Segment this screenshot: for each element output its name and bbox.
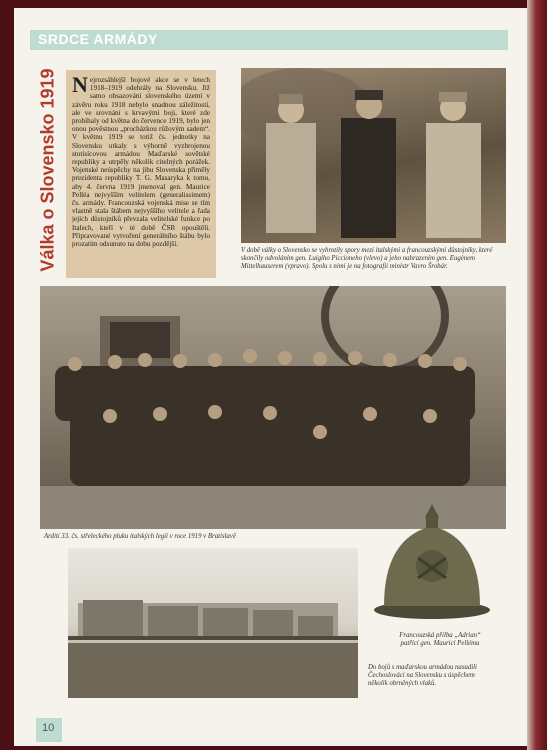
train-caption: Do bojů s maďarskou armádou nasadili Čechoslováci na Slovensku s úspěchem několik obrněných vlaků. bbox=[368, 664, 477, 687]
soldiers-illustration bbox=[40, 286, 506, 529]
article-body-text: ejrozsáhlejší bojové akce se v letech 1918–1919 odehrály na Slovensku. Již samo obsazování slovenského území v závěru roku 1918 nebylo snadnou záležitostí, ale ve srovnání s krvavými boji, které zde probíhaly od května do července 1919, bylo jen onou pověstnou „procházkou růžovým sadem“. V květnu 1919 se totiž čs. jednotky na Slovensku utkaly s výborně vyzbrojenou stotisícovou armádou Maďarské sovětské republiky a utrpěly několik citelných porážek. Vojenské neúspěchy na jihu Slovenska přiměly prezidenta republiky T. G. Masaryka k tomu, aby 4. června 1919 jmenoval gen. Maurice Pelléa nejvyšším velitelem (generalissimem) čs. armády. Francouzská vojenská mise se tím vlastně stala štábem nejvyššího velitele a řada jejích důstojníků převzala velitelské funkce po Italech, kteří v té době ČSR opouštěli. Připravované vytvoření generálního štábu bylo prozatím odsunuto na dobu pozdější. bbox=[72, 76, 210, 249]
article-title: Válka o Slovensko 1919 bbox=[37, 68, 58, 272]
soldiers-caption: Arditi 33. čs. střeleckého pluku italských legií v roce 1919 v Bratislavě bbox=[44, 533, 236, 540]
helmet-caption: Francouzská přilba „Adrian“ patřící gen. Mauricí Pellému bbox=[399, 632, 481, 647]
book-spine bbox=[527, 0, 547, 750]
section-title: SRDCE ARMÁDY bbox=[38, 31, 158, 47]
article-body bbox=[72, 72, 210, 249]
helmet-icon bbox=[370, 498, 495, 623]
officers-photo bbox=[241, 68, 506, 243]
drop-cap: N bbox=[72, 72, 88, 97]
page-number: 10 bbox=[42, 722, 55, 734]
officers-illustration bbox=[241, 68, 506, 243]
armored-train-photo bbox=[68, 548, 358, 698]
soldiers-photo bbox=[40, 286, 506, 529]
officers-caption: V době války o Slovensko se vyhrotily spory mezi italskými a francouzskými důstojníky, které skončily odvoláním gen. Luigiho Piccioneho (vlevo) a jeho nahrazením gen. Eugènem Mittelhauserem (vpravo). Spolu s nimi je na fotografii ministr Vavro Šrobár. bbox=[241, 247, 493, 270]
article-vertical-title bbox=[38, 70, 58, 270]
train-illustration bbox=[68, 548, 358, 698]
adrian-helmet-photo bbox=[370, 498, 495, 623]
article-text-box bbox=[66, 70, 216, 278]
